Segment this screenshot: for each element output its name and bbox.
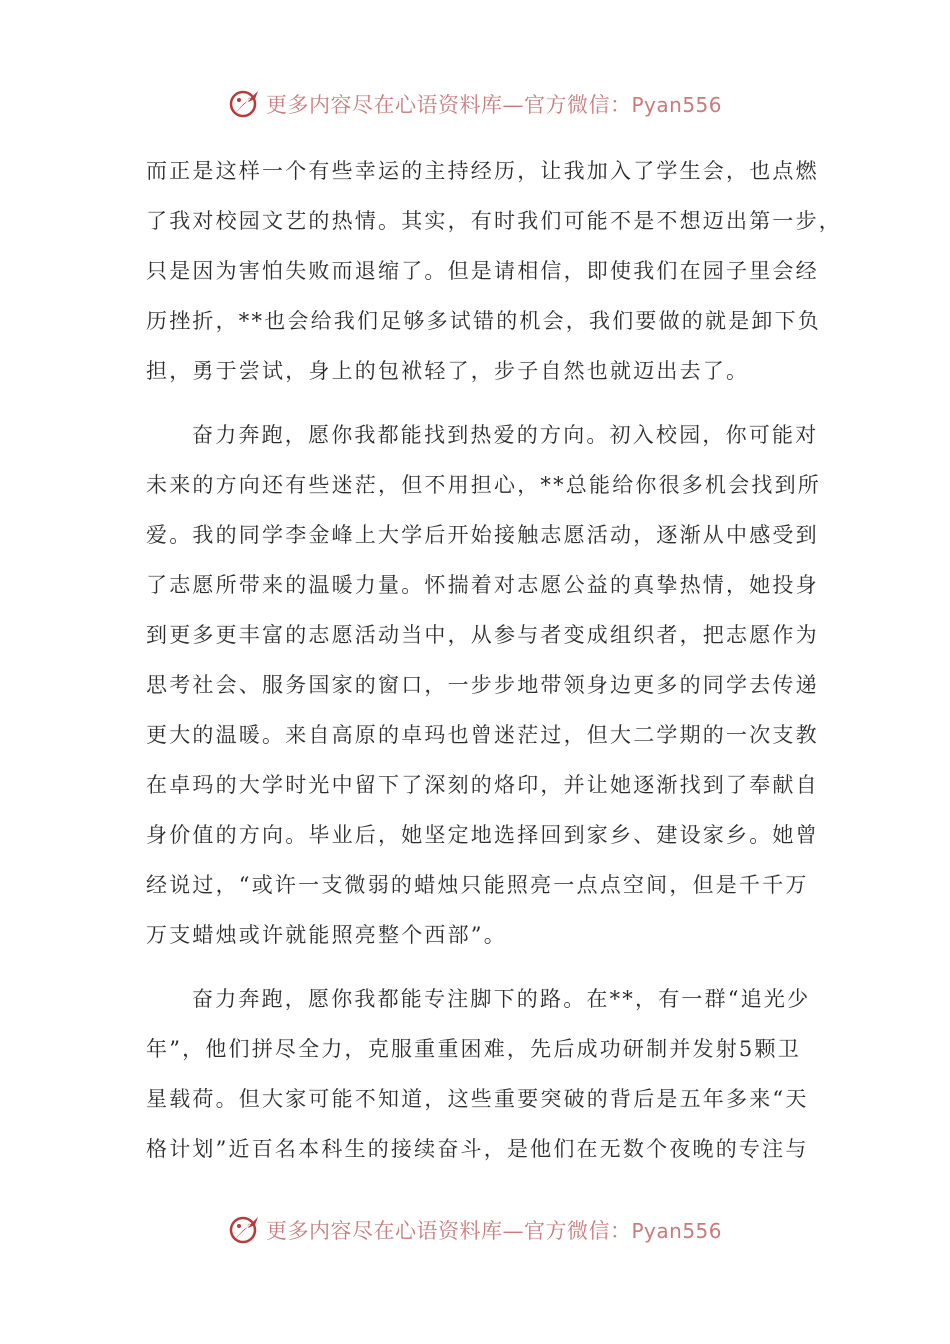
banner-text: [266, 1215, 722, 1245]
text-line: 了我对校园文艺的热情。其实，有时我们可能不是不想迈出第一步，: [146, 209, 842, 233]
text-line: 到更多更丰富的志愿活动当中，从参与者变成组织者，把志愿作为: [146, 623, 819, 647]
text-line: 更大的温暖。来自高原的卓玛也曾迷茫过，但大二学期的一次支教: [146, 723, 819, 747]
text-line: 历挫折，**也会给我们足够多试错的机会，我们要做的就是卸下负: [146, 309, 821, 333]
banner-wechat-label: 官方微信：: [523, 93, 632, 117]
document-body: [146, 146, 842, 1188]
banner-separator: —: [502, 93, 524, 117]
text-line: 身价值的方向。毕业后，她坚定地选择回到家乡、建设家乡。她曾: [146, 823, 819, 847]
paragraph-2: [146, 410, 821, 960]
text-line: 万支蜡烛或许就能照亮整个西部”。: [146, 923, 507, 947]
paragraph-1: [146, 146, 842, 396]
text-line: 未来的方向还有些迷茫，但不用担心，**总能给你很多机会找到所: [146, 473, 821, 497]
banner-wechat-label: 官方微信：: [523, 1219, 632, 1243]
banner-brand: 更多内容尽在心语资料库: [265, 1219, 503, 1243]
text-line: 只是因为害怕失败而退缩了。但是请相信，即使我们在园子里会经: [146, 259, 819, 283]
header-banner: [0, 84, 950, 124]
text-line: 了志愿所带来的温暖力量。怀揣着对志愿公益的真挚热情，她投身: [146, 573, 819, 597]
banner-separator: —: [502, 1219, 524, 1243]
footer-banner: [0, 1210, 950, 1250]
text-line: 奋力奔跑，愿你我都能找到热爱的方向。初入校园，你可能对: [192, 423, 819, 447]
banner-brand: 更多内容尽在心语资料库: [265, 93, 503, 117]
text-line: 格计划”近百名本科生的接续奋斗，是他们在无数个夜晚的专注与: [146, 1137, 809, 1161]
paragraph-3: [146, 974, 811, 1174]
text-line: 而正是这样一个有些幸运的主持经历，让我加入了学生会，也点燃: [146, 159, 819, 183]
text-line: 爱。我的同学李金峰上大学后开始接触志愿活动，逐渐从中感受到: [146, 523, 819, 547]
banner-wechat-id: Pyan556: [631, 1219, 722, 1243]
text-line: 担，勇于尝试，身上的包袱轻了，步子自然也就迈出去了。: [146, 359, 750, 383]
banner-wechat-id: Pyan556: [631, 93, 722, 117]
text-line: 在卓玛的大学时光中留下了深刻的烙印，并让她逐渐找到了奉献自: [146, 773, 819, 797]
text-line: 思考社会、服务国家的窗口，一步步地带领身边更多的同学去传递: [146, 673, 819, 697]
text-line: 星载荷。但大家可能不知道，这些重要突破的背后是五年多来“天: [146, 1087, 809, 1111]
text-line: 经说过，“或许一支微弱的蜡烛只能照亮一点点空间，但是千千万: [146, 873, 809, 897]
text-line: 奋力奔跑，愿你我都能专注脚下的路。在**，有一群“追光少: [192, 987, 811, 1011]
quill-logo-icon: [228, 87, 262, 121]
banner-text: [266, 89, 722, 119]
text-line: 年”，他们拼尽全力，克服重重困难，先后成功研制并发射5颗卫: [146, 1037, 801, 1061]
quill-logo-icon: [228, 1213, 262, 1247]
